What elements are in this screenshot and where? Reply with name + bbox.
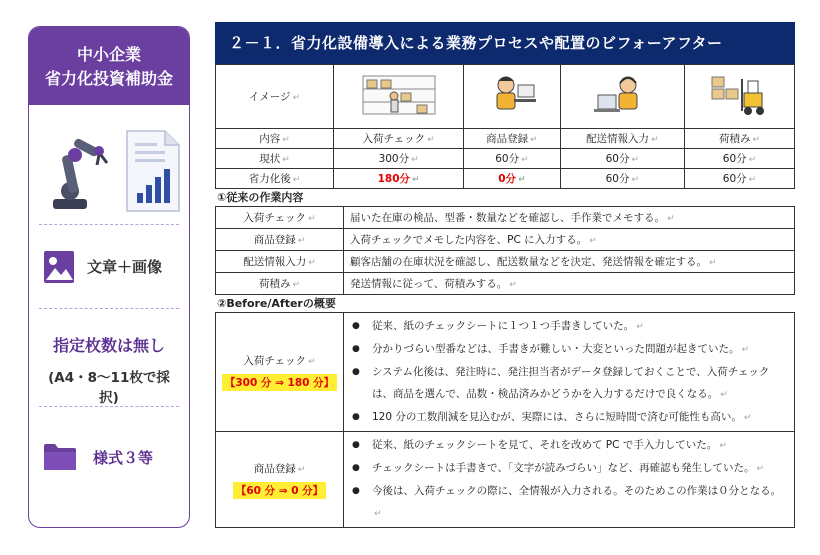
bullet-item: ● システム化後は、発注時に、発注担当者がデータ登録しておくことで、入荷チェック [352,361,788,383]
operator-laptop-icon [592,71,652,119]
bullet-item: ● 120 分の工数削減を見込むが、実際には、さらに短時間で済む可能性も高い。 ↵ [352,406,788,429]
process-summary-table [215,64,795,189]
task-name: 商品登録 [253,462,296,475]
current-time-cell: 60分 ↵ [685,149,795,169]
task-description: 入荷チェックでメモした内容を、PC に入力する。 ↵ [344,229,795,251]
task-description: 発送情報に従って、荷積みする。 ↵ [344,273,795,295]
before-after-document [215,22,795,528]
row-label-current: 現状 ↵ [216,149,334,169]
warehouse-shelf-icon [361,72,437,118]
before-after-table [215,312,795,528]
table-row [216,273,795,295]
page-count-note: (A4・8〜11枚で採択) [48,370,170,406]
time-reduction-highlight: 【300 分 ⇒ 180 分】 [222,374,337,391]
warehouse-illustration [334,65,464,129]
table-row [216,251,795,273]
image-icon [43,250,75,284]
task-cell: 配送情報入力 ↵ [560,129,684,149]
card-illustration [39,105,179,225]
current-time-cell: 60分 ↵ [464,149,560,169]
after-row [216,169,795,189]
current-row [216,149,795,169]
after-time-cell: 60分 ↵ [560,169,684,189]
task-name: 配送情報入力 ↵ [216,251,344,273]
forklift-illustration [685,65,795,129]
style-label: 様式３等 [93,448,154,467]
section-2-title: ②Before/Afterの概要 [217,297,336,310]
after-time-cell: 180分 ↵ [334,169,464,189]
table-row [216,207,795,229]
section-1-title: ①従来の作業内容 [217,191,304,204]
worker-icon [484,71,540,119]
row-label-image: イメージ ↵ [216,65,334,129]
bullet-item-continuation: は、商品を選んで、品数・検品済みかどうかを入力するだけで良くなる。 ↵ [372,388,728,400]
card-title-line1: 中小企業 [76,45,141,64]
document-chart-icon [123,129,183,213]
task-name-cell: 商品登録 ↵ 【60 分 ⇒ 0 分】 [216,432,344,528]
current-time-cell: 300分 ↵ [334,149,464,169]
bullet-item: ● 今後は、入荷チェックの際に、全情報が入力される。そのためこの作業は０分となる。↵ [352,480,788,525]
row-label-content: 内容 ↵ [216,129,334,149]
task-name: 商品登録 ↵ [216,229,344,251]
media-row [39,225,179,309]
task-name: 荷積み ↵ [216,273,344,295]
bullet-item: ● 分かりづらい型番などは、手書きが難しい・大変といった問題が起きていた。 ↵ [352,338,788,361]
page-count-label: 指定枚数は無し [52,336,165,355]
media-label: 文章＋画像 [87,258,163,276]
page-count-row [39,309,179,407]
task-cell: 入荷チェック ↵ [334,129,464,149]
table-row [216,432,795,528]
after-time-cell: 60分 ↵ [685,169,795,189]
card-header [29,27,189,105]
folder-icon [43,442,77,472]
bullet-list [344,313,795,432]
image-row [216,65,795,129]
row-label-after: 省力化後 ↵ [216,169,334,189]
document-title: ２－１．省力化設備導入による業務プロセスや配置のビフォーアフター [215,22,795,64]
task-description: 届いた在庫の検品、型番・数量などを確認し、手作業でメモする。 ↵ [344,207,795,229]
bullet-item: ● 従来、紙のチェックシートに１つ１つ手書きしていた。 ↵ [352,315,788,338]
table-row [216,229,795,251]
table-row [216,313,795,432]
task-description: 顧客店舗の在庫状況を確認し、配送数量などを決定、発送情報を確定する。 ↵ [344,251,795,273]
style-row [39,407,179,507]
forklift-icon [708,71,772,119]
bullet-item: ● 従来、紙のチェックシートを見て、それを改めて PC で手入力していた。 ↵ [352,434,788,457]
call-operator-illustration [560,65,684,129]
subsidy-card [28,26,190,528]
content-row [216,129,795,149]
bullet-list [344,432,795,528]
bullet-item: ● チェックシートは手書きで、「文字が読みづらい」など、再確認も発生していた。 ↵ [352,457,788,480]
worker-desk-illustration [464,65,560,129]
task-cell: 商品登録 ↵ [464,129,560,149]
task-name: 入荷チェック [243,355,307,367]
robot-arm-icon [47,125,117,215]
task-cell: 荷積み ↵ [685,129,795,149]
card-title-line2: 省力化投資補助金 [44,69,173,88]
time-reduction-highlight: 【60 分 ⇒ 0 分】 [233,482,326,499]
current-time-cell: 60分 ↵ [560,149,684,169]
conventional-tasks-table [215,206,795,295]
task-name-cell: 入荷チェック ↵ 【300 分 ⇒ 180 分】 [216,313,344,432]
after-time-cell: 0分 ↵ [464,169,560,189]
task-name: 入荷チェック ↵ [216,207,344,229]
